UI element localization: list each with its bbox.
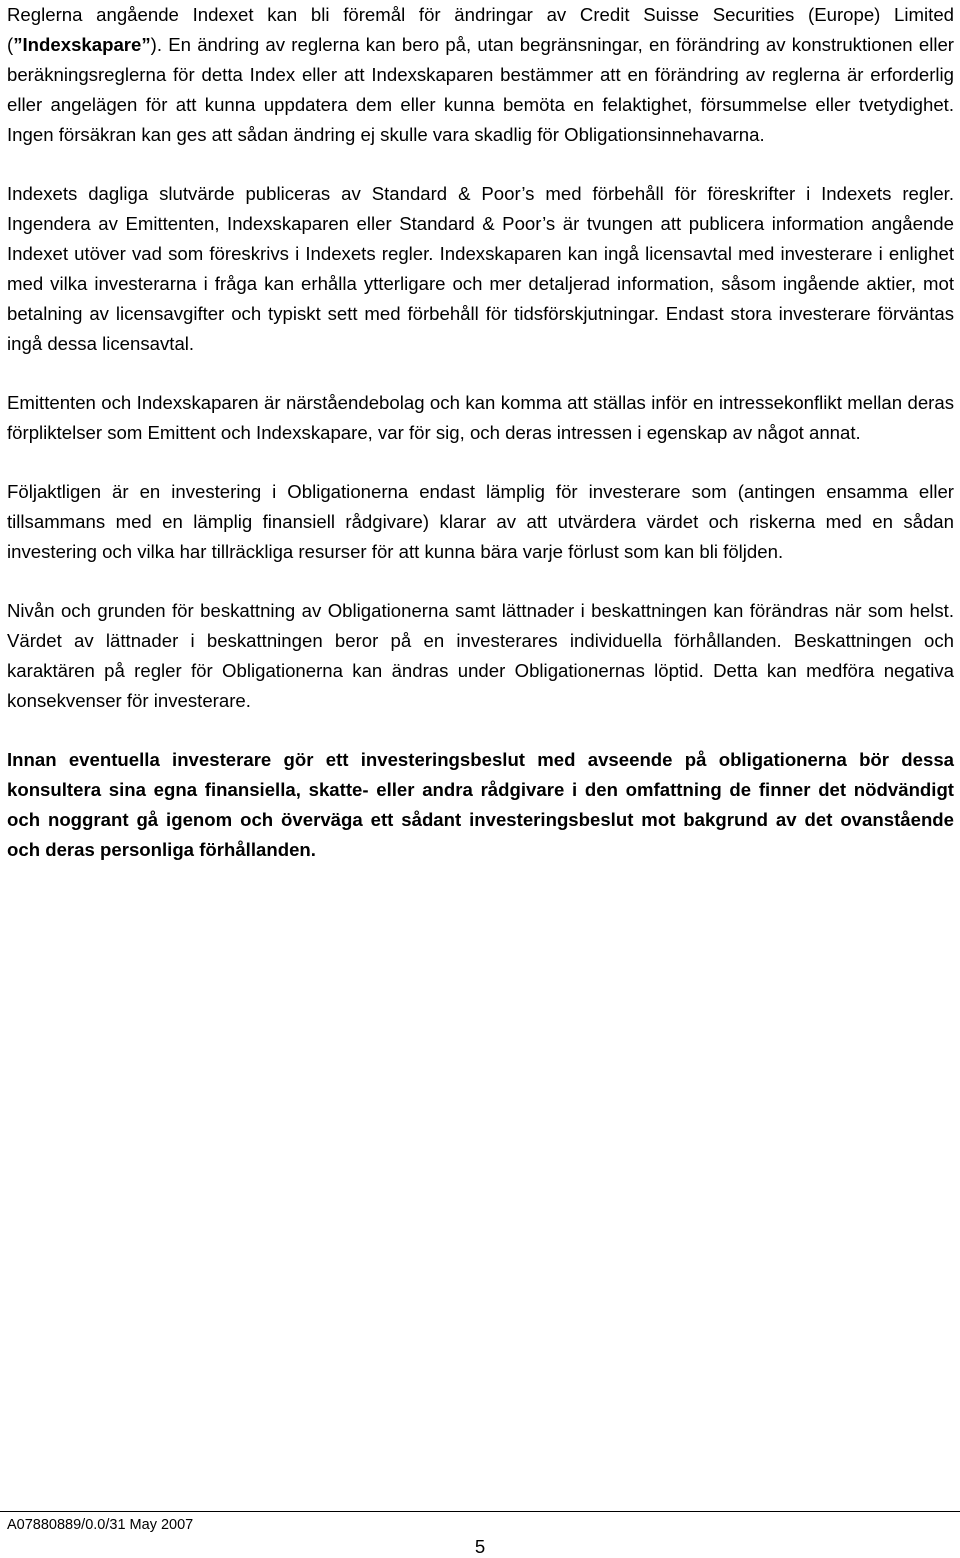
paragraph-investor-advice: Innan eventuella investerare gör ett investeringsbeslut med avseende på obligationerna bör dessa konsultera sina egna finansiella, skatte- eller andra rådgivare i den omfattning de finner det nödvändigt och noggrant gå igenom och överväga ett sådant investeringsbeslut mot bakgrund av det ovanstående och deras personliga förhållanden. xyxy=(7,749,954,860)
page-number: 5 xyxy=(474,1536,486,1557)
paragraph-taxation: Nivån och grunden för beskattning av Obligationerna samt lättnader i beskattningen kan förändras när som helst. Värdet av lättnader i beskattningen beror på en investerares individuella förhållanden. Beskattningen och karaktären på regler för Obligationerna kan ändras under Obligationernas löptid. Detta kan medföra negativa konsekvenser för investerare. xyxy=(7,600,954,711)
paragraph-index-publication: Indexets dagliga slutvärde publiceras av Standard & Poor’s med förbehåll för föreskrifter i Indexets regler. Ingendera av Emittenten, Indexskaparen eller Standard & Poor’s är tvungen att publicera information angående Indexet utöver vad som föreskrivs i Indexets regler. Indexskaparen kan ingå licensavtal med investerare i enlighet med vilka investerarna i fråga kan erhålla ytterligare och mer detaljerad information, såsom ingående aktier, mot betalning av licensavgifter och typiskt sett med förbehåll för tidsförskjutningar. Endast stora investerare förväntas ingå dessa licensavtal. xyxy=(7,183,954,354)
paragraph-suitability: Följaktligen är en investering i Obligationerna endast lämplig för investerare som (antingen ensamma eller tillsammans med en lämplig finansiell rådgivare) klarar av att utvärdera värdet och riskerna med en sådan investering och vilka har tillräckliga resurser för att kunna bära varje förlust som kan bli följden. xyxy=(7,481,954,562)
paragraph-text: Reglerna angående Indexet kan bli föremål för ändringar av Credit Suisse Securities (Europe) Limited ( xyxy=(7,4,954,55)
defined-term-indexskapare: ”Indexskapare” xyxy=(13,34,151,55)
document-body xyxy=(7,0,954,894)
paragraph-text: ). En ändring av reglerna kan bero på, utan begränsningar, en förändring av konstruktionen eller beräkningsreglerna för detta Index eller att Indexskaparen bestämmer att en förändring av reglerna är erforderlig eller angelägen för att kunna uppdatera dem eller kunna bemöta en felaktighet, försummelse eller tvetydighet. Ingen försäkran kan ges att sådan ändring ej skulle vara skadlig för Obligationsinnehavarna. xyxy=(7,34,954,145)
footer-divider xyxy=(0,1511,960,1512)
footer-document-id: A07880889/0.0/31 May 2007 xyxy=(7,1517,194,1533)
paragraph-conflict-of-interest: Emittenten och Indexskaparen är närståendebolag och kan komma att ställas inför en intressekonflikt mellan deras förpliktelser som Emittent och Indexskapare, var för sig, och deras intressen i egenskap av något annat. xyxy=(7,392,954,443)
paragraph-index-rules xyxy=(7,0,954,150)
